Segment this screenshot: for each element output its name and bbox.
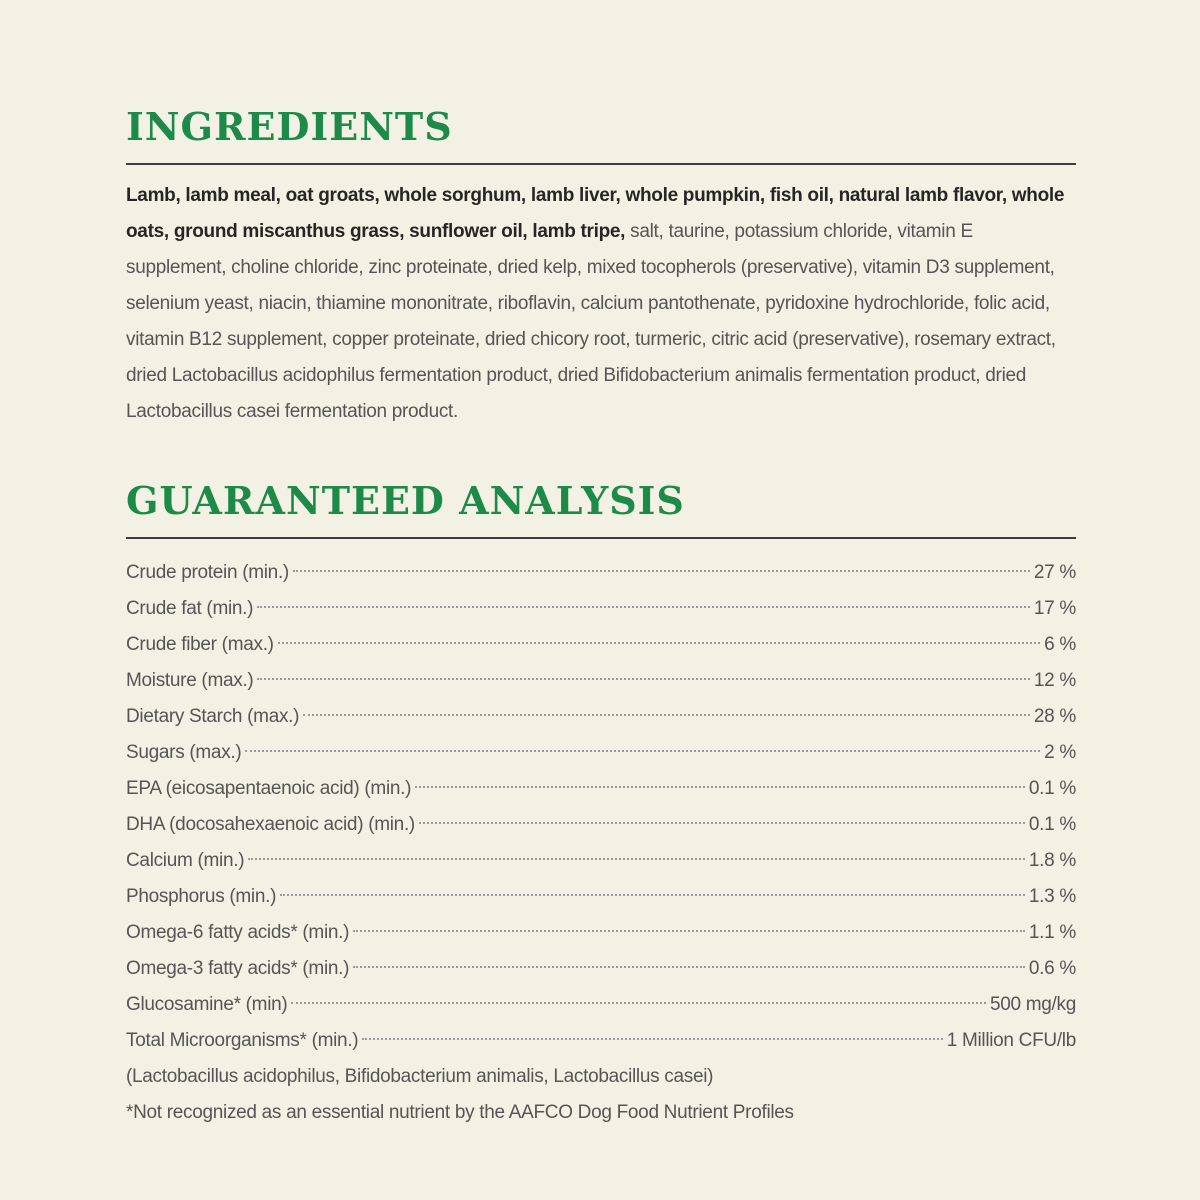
dot-leader xyxy=(293,570,1030,572)
analysis-label: Glucosamine* (min) xyxy=(126,994,288,1015)
analysis-value: 1.1 % xyxy=(1028,922,1076,943)
analysis-row xyxy=(126,735,1076,771)
analysis-label: Total Microorganisms* (min.) xyxy=(126,1030,359,1051)
analysis-heading: GUARANTEED ANALYSIS xyxy=(126,478,685,523)
analysis-row xyxy=(126,591,1076,627)
analysis-label: Crude fat (min.) xyxy=(126,598,254,619)
analysis-label: Crude protein (min.) xyxy=(126,562,289,583)
dot-leader xyxy=(278,642,1040,644)
analysis-label: Omega-3 fatty acids* (min.) xyxy=(126,958,350,979)
microorganisms-note: (Lactobacillus acidophilus, Bifidobacterium animalis, Lactobacillus casei) xyxy=(126,1066,714,1087)
dot-leader xyxy=(257,606,1030,608)
analysis-value: 12 % xyxy=(1033,670,1076,691)
analysis-row xyxy=(126,915,1076,951)
ingredients-heading: INGREDIENTS xyxy=(126,104,453,149)
dot-leader xyxy=(280,894,1025,896)
analysis-row xyxy=(126,879,1076,915)
analysis-row xyxy=(126,555,1076,591)
analysis-label: Moisture (max.) xyxy=(126,670,254,691)
analysis-value: 27 % xyxy=(1033,562,1076,583)
analysis-row xyxy=(126,627,1076,663)
dot-leader xyxy=(415,786,1025,788)
analysis-value: 28 % xyxy=(1033,706,1076,727)
analysis-row xyxy=(126,699,1076,735)
analysis-label: Sugars (max.) xyxy=(126,742,242,763)
analysis-label: Phosphorus (min.) xyxy=(126,886,277,907)
analysis-value: 1.3 % xyxy=(1028,886,1076,907)
analysis-value: 0.1 % xyxy=(1028,814,1076,835)
analysis-row xyxy=(126,663,1076,699)
analysis-label: Dietary Starch (max.) xyxy=(126,706,300,727)
analysis-value: 0.1 % xyxy=(1028,778,1076,799)
analysis-row xyxy=(126,807,1076,843)
analysis-row xyxy=(126,951,1076,987)
dot-leader xyxy=(248,858,1025,860)
dot-leader xyxy=(362,1038,942,1040)
footnote: *Not recognized as an essential nutrient by the AAFCO Dog Food Nutrient Profiles xyxy=(126,1102,794,1123)
ingredients-secondary: salt, taurine, potassium chloride, vitamin E supplement, choline chloride, zinc proteinate, dried kelp, mixed tocopherols (preservative), vitamin D3 supplement, selenium yeast, niacin, thiamine mononitrate, riboflavin, calcium pantothenate, pyridoxine hydrochloride, folic acid, vitamin B12 supplement, copper proteinate, dried chicory root, turmeric, citric acid (preservative), rosemary extract, dried Lactobacillus acidophilus fermentation product, dried Bifidobacterium animalis fermentation product, dried Lactobacillus casei fermentation product. xyxy=(126,221,1056,422)
dot-leader xyxy=(353,966,1025,968)
analysis-value: 2 % xyxy=(1044,742,1076,763)
analysis-value: 17 % xyxy=(1033,598,1076,619)
analysis-label: Omega-6 fatty acids* (min.) xyxy=(126,922,350,943)
analysis-row xyxy=(126,843,1076,879)
analysis-label: Calcium (min.) xyxy=(126,850,245,871)
dot-leader xyxy=(245,750,1040,752)
analysis-table xyxy=(126,555,1076,1131)
dot-leader xyxy=(291,1002,986,1004)
analysis-row xyxy=(126,1023,1076,1059)
analysis-divider xyxy=(126,537,1076,539)
dot-leader xyxy=(353,930,1025,932)
ingredients-divider xyxy=(126,163,1076,165)
analysis-value: 1.8 % xyxy=(1028,850,1076,871)
analysis-row xyxy=(126,771,1076,807)
analysis-label: EPA (eicosapentaenoic acid) (min.) xyxy=(126,778,412,799)
analysis-value: 0.6 % xyxy=(1028,958,1076,979)
ingredients-primary: Lamb, lamb meal, oat groats, whole sorghum, lamb liver, whole pumpkin, fish oil, natural lamb flavor, whole oats, ground miscanthus grass, sunflower oil, lamb tripe, xyxy=(126,185,1065,242)
dot-leader xyxy=(303,714,1030,716)
analysis-value: 500 mg/kg xyxy=(989,994,1076,1015)
dot-leader xyxy=(419,822,1025,824)
analysis-row xyxy=(126,987,1076,1023)
analysis-value: 6 % xyxy=(1044,634,1076,655)
nutrition-panel xyxy=(126,96,1076,1131)
analysis-label: DHA (docosahexaenoic acid) (min.) xyxy=(126,814,415,835)
ingredients-list xyxy=(126,178,1076,430)
dot-leader xyxy=(257,678,1029,680)
analysis-value: 1 Million CFU/lb xyxy=(946,1030,1076,1051)
analysis-label: Crude fiber (max.) xyxy=(126,634,274,655)
